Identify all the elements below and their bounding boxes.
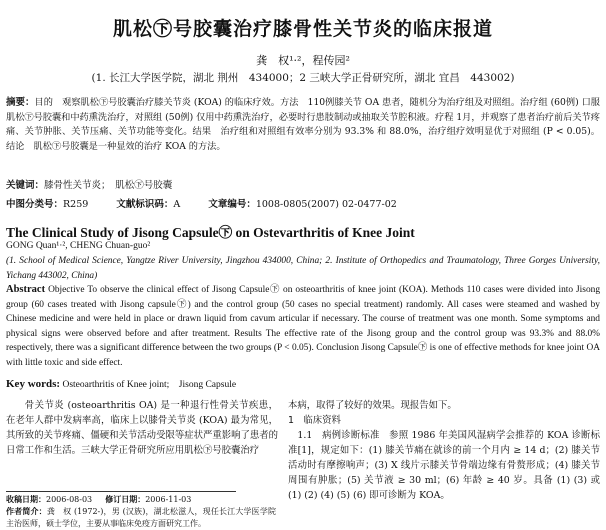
abstract-cn [6,96,600,154]
keywords-label-en: Key words: [6,378,61,390]
section-text: 1.1 病例诊断标准 参照 1986 年美国风湿病学会推荐的 KOA 诊断标准[1]，规定如下：(1) 膝关节痛在就诊的前一个月内 ≥ 14 d；(2) 膝关节活动时有摩擦响声；(3) X 线片示膝关节骨端边缘有骨赘形成；(4) 膝关节周围有肿胀；(5) 关节液 ≥ 30 ml；(6) 年龄 ≥ 40 岁。具备 (1) (3) 或 (1) (2) (4) (5) (6) 即可诊断为 KOA。 [288,430,600,501]
section-heading: 1 临床资料 [288,415,341,426]
abstract-text-cn: 目的 观察肌松㊦号胶囊治疗膝关节炎 (KOA) 的临床疗效。方法 110例膝关节 OA 患者，随机分为治疗组及对照组。治疗组 (60例) 口服肌松㊦号胶囊和中药熏洗治疗，对照组 (50例) 仅用中药熏洗治疗，必要时行患肢制动或抽取关节腔积液。疗程 1月，并观察了患者治疗前后关节疼痛、关节肿胀、关节压痛、关节功能等变化。结果 治疗组和对照组有效率分别为 93.3% 和 88.0%，治疗组疗效明显优于对照组 (P < 0.05)。结论 肌松㊦号胶囊是一种显效的治疗 KOA 的方法。 [6,97,600,152]
footnote-author [6,506,276,530]
keywords-text-en: Osteoarthritis of Knee joint; Jisong Capsule [62,380,237,390]
authors-cn: 龚 权¹·²，程传园² [256,54,350,67]
abstract-label-en: Abstract [6,284,46,295]
keywords-label-cn: 关键词： [6,180,45,191]
received-value: 2006-08-03 [46,495,93,504]
clc-label: 中图分类号： [6,199,64,210]
affiliation-en: (1. School of Medical Science, Yangtze River University, Jingzhou 434000, China; 2. Institute of Orthopedics and Traumatology, Three Gorges University, Yichang 443002, China) [6,256,600,281]
author-note-label: 作者简介： [6,507,47,516]
doc-code-label: 文献标识码： [116,199,174,210]
doc-code-value: A [173,199,181,210]
abstract-label-cn: 摘要： [6,97,35,108]
footnote-dates [6,494,276,506]
keywords-text-cn: 膝骨性关节炎； 肌松㊦号胶囊 [44,180,173,191]
authors-en: GONG Quan¹·², CHENG Chuan-guo² [6,241,151,251]
body-intro: 本病，取得了较好的效果。现报告如下。 [288,400,457,411]
received-label: 收稿日期： [6,495,46,504]
paper-title-en: The Clinical Study of Jisong Capsule㊦ on Ostevarthritis of Knee Joint [6,225,415,240]
body-column-right [288,398,600,503]
abstract-en [6,283,600,371]
keywords-cn [6,177,172,191]
author-note-value: 龚 权 (1972-)，男 (汉族)，湖北松滋人，现任长江大学医学院主治医师，硕士学位，主要从事临床免疫方面研究工作。 [6,507,276,528]
article-id-label: 文章编号： [208,199,256,210]
revised-value: 2006-11-03 [145,495,192,504]
body-column-left: 骨关节炎 (osteoarthritis OA) 是一种退行性骨关节疾患，在老年人群中发病率高，临床上以膝骨关节炎 (KOA) 最为常见，其所致的关节疼痛、僵硬和关节活动受限等症状严重影响了患者的日常工作和生活。三峡大学正骨研究所应用肌松㊦号胶囊治疗 [6,400,278,456]
classification-meta [6,196,397,210]
clc-value: R259 [63,199,89,210]
article-id-value: 1008-0805(2007) 02-0477-02 [255,199,397,210]
abstract-text-en: Objective To observe the clinical effect of Jisong Capsule㊦ on osteoarthritis of knee joint (KOA). Methods 110 cases were divided into Jisong group (60 cases treated with Jisong capsule㊦) and the control group (50 cases no special treatment) randomly. All cases were steamed and washed by Chinese medicine and were held in place or drawn liquid from cavum articular if necessary. The course of treatment was one month. Some symptoms and physical signs were observed before and after treatment. Results The effective rate of the Jisong group and the control group was 93.3% and 88.0% respectively, there was a significant difference between the two groups (P < 0.05). Conclusion Jisong Capsule㊦ is one of effective methods for knee joint OA with little toxic and side effect. [6,285,601,368]
keywords-en [6,376,236,390]
paper-title-cn: 肌松㊦号胶囊治疗膝骨性关节炎的临床报道 [112,18,493,40]
affiliation-cn: (1. 长江大学医学院，湖北 荆州 434000；2 三峡大学正骨研究所，湖北 宜昌 443002) [91,72,515,84]
revised-label: 修订日期： [105,495,146,504]
footnote-rule [6,491,236,492]
